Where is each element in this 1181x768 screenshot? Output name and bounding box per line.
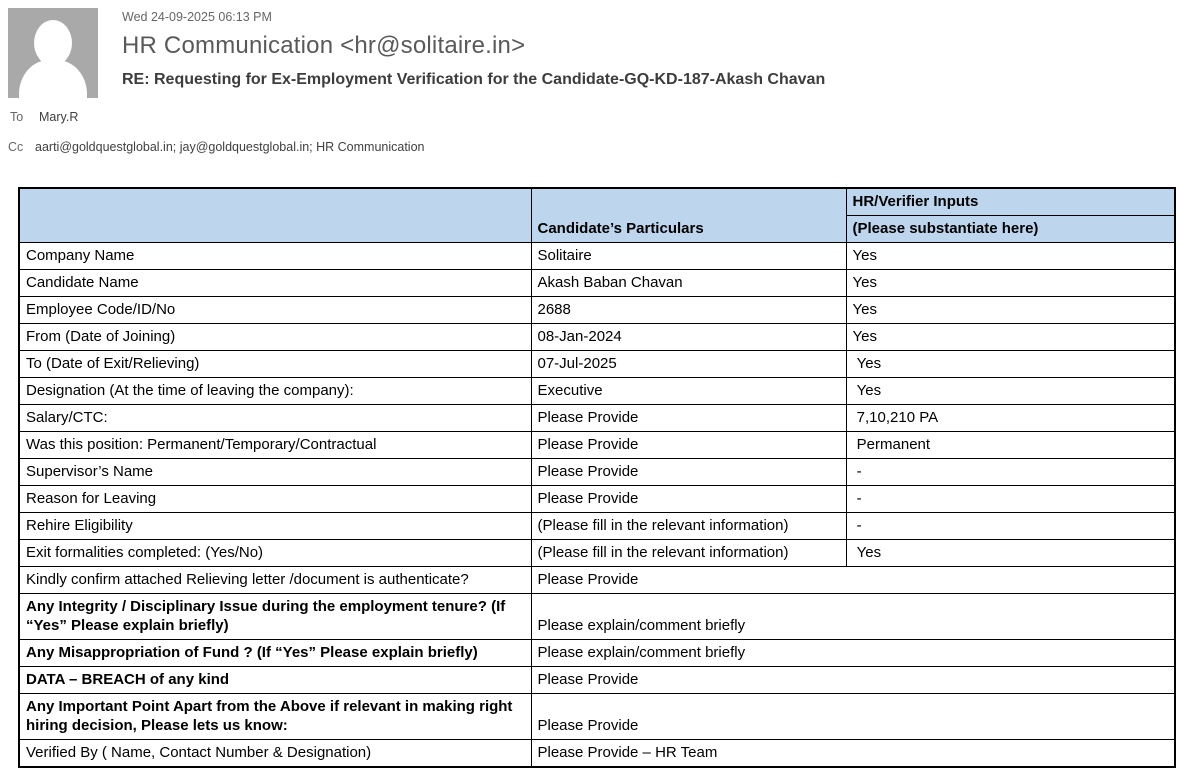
row-label-cell: Verified By ( Name, Contact Number & Designation) [19,740,531,768]
particulars-cell: Please Provide – HR Team [531,740,1175,768]
row-label-cell: Was this position: Permanent/Temporary/Contractual [19,432,531,459]
particulars-cell: Please Provide [531,405,846,432]
hr-input-cell: - [846,513,1175,540]
particulars-cell: (Please fill in the relevant information) [531,513,846,540]
table-row [19,594,1175,640]
row-label-cell: Kindly confirm attached Relieving letter /document is authenticate? [19,567,531,594]
table-row [19,432,1175,459]
table-row [19,486,1175,513]
table-row [19,540,1175,567]
row-label-cell: Rehire Eligibility [19,513,531,540]
row-label-cell: From (Date of Joining) [19,324,531,351]
cc-row [8,140,424,154]
header-empty-cell [19,188,531,243]
hr-input-cell: Permanent [846,432,1175,459]
table-row [19,640,1175,667]
cc-label: Cc [8,140,24,154]
hr-input-cell: Yes [846,351,1175,378]
cc-recipients[interactable]: aarti@goldquestglobal.in; jay@goldquestglobal.in; HR Communication [35,140,425,154]
hr-input-cell: - [846,486,1175,513]
particulars-cell: Please Provide [531,667,1175,694]
verification-table-container [18,187,1176,768]
row-label-cell: Any Integrity / Disciplinary Issue during the employment tenure? (If “Yes” Please explain briefly) [19,594,531,640]
person-icon [19,60,87,98]
message-timestamp: Wed 24-09-2025 06:13 PM [122,10,272,24]
hr-input-cell: Yes [846,324,1175,351]
particulars-cell: Executive [531,378,846,405]
particulars-cell: Please Provide [531,694,1175,740]
table-row [19,405,1175,432]
row-label-cell: DATA – BREACH of any kind [19,667,531,694]
avatar [8,8,98,98]
row-label-cell: Any Misappropriation of Fund ? (If “Yes” Please explain briefly) [19,640,531,667]
hr-input-cell: Yes [846,378,1175,405]
table-row [19,270,1175,297]
table-row [19,694,1175,740]
particulars-cell: Akash Baban Chavan [531,270,846,297]
table-row [19,459,1175,486]
row-label-cell: Company Name [19,243,531,270]
particulars-cell: Please explain/comment briefly [531,640,1175,667]
to-label: To [10,110,24,124]
row-label-cell: To (Date of Exit/Relieving) [19,351,531,378]
hr-input-cell: Yes [846,297,1175,324]
hr-input-cell: 7,10,210 PA [846,405,1175,432]
table-row [19,667,1175,694]
row-label-cell: Any Important Point Apart from the Above if relevant in making right hiring decision, Please lets us know: [19,694,531,740]
table-row [19,513,1175,540]
row-label-cell: Exit formalities completed: (Yes/No) [19,540,531,567]
particulars-cell: Please explain/comment briefly [531,594,1175,640]
message-header [122,8,1172,89]
row-label-cell: Supervisor’s Name [19,459,531,486]
table-row [19,351,1175,378]
row-label-cell: Salary/CTC: [19,405,531,432]
hr-input-cell: Yes [846,270,1175,297]
particulars-cell: Please Provide [531,459,846,486]
particulars-cell: Please Provide [531,432,846,459]
row-label-cell: Candidate Name [19,270,531,297]
particulars-cell: 2688 [531,297,846,324]
table-header-row [19,188,1175,216]
header-substantiate-cell: (Please substantiate here) [846,216,1175,243]
to-recipients[interactable]: Mary.R [39,110,79,124]
row-label-cell: Designation (At the time of leaving the company): [19,378,531,405]
row-label-cell: Reason for Leaving [19,486,531,513]
particulars-cell: Please Provide [531,567,1175,594]
header-particulars-cell: Candidate’s Particulars [531,188,846,243]
verification-table [18,187,1176,768]
table-row [19,324,1175,351]
hr-input-cell: Yes [846,243,1175,270]
to-row [10,110,78,124]
row-label-cell: Employee Code/ID/No [19,297,531,324]
particulars-cell: (Please fill in the relevant information) [531,540,846,567]
particulars-cell: Please Provide [531,486,846,513]
table-row [19,243,1175,270]
message-subject: RE: Requesting for Ex-Employment Verification for the Candidate-GQ-KD-187-Akash Chavan [122,71,826,88]
hr-input-cell: - [846,459,1175,486]
sender-address[interactable]: HR Communication <hr@solitaire.in> [122,32,526,59]
particulars-cell: Solitaire [531,243,846,270]
table-row [19,297,1175,324]
hr-input-cell: Yes [846,540,1175,567]
header-hr-inputs-cell: HR/Verifier Inputs [846,188,1175,216]
table-row [19,740,1175,768]
table-row [19,378,1175,405]
particulars-cell: 07-Jul-2025 [531,351,846,378]
table-row [19,567,1175,594]
particulars-cell: 08-Jan-2024 [531,324,846,351]
